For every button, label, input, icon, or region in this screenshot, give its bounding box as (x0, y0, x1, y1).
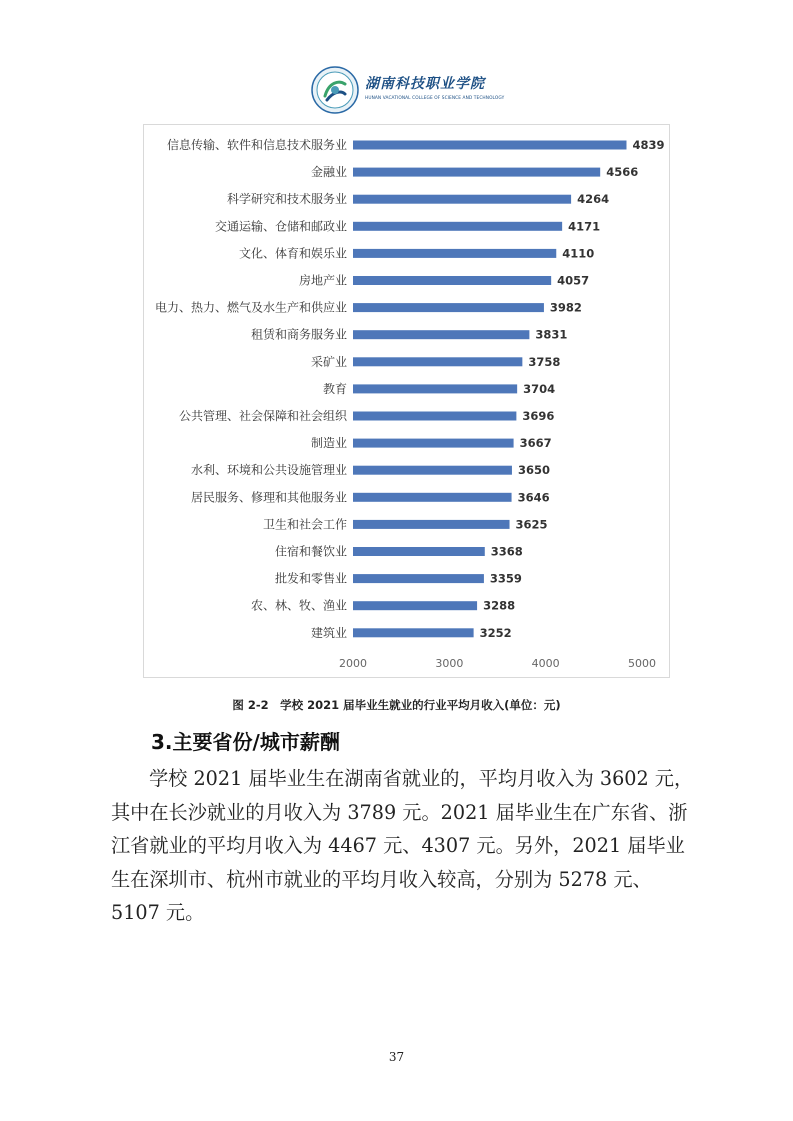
bar-value-label: 3646 (517, 490, 550, 505)
bar-value-label: 3667 (519, 436, 552, 451)
category-label: 金融业 (310, 165, 347, 180)
bar-value-label: 3359 (489, 571, 522, 586)
bar (353, 466, 512, 475)
category-label: 建筑业 (310, 625, 347, 640)
bar-value-label: 3252 (479, 625, 512, 640)
category-label: 农、林、牧、渔业 (250, 598, 347, 613)
school-name-cn: 湖南科技职业学院 (365, 76, 485, 92)
industry-income-chart (143, 124, 670, 678)
school-emblem-icon (311, 66, 359, 114)
chart-canvas (144, 125, 671, 679)
bar (353, 601, 477, 610)
bar (353, 249, 556, 258)
bar (353, 222, 562, 231)
x-tick-label: 3000 (435, 657, 464, 670)
bar-value-label: 4171 (568, 219, 601, 234)
category-label: 电力、热力、燃气及水生产和供应业 (154, 300, 347, 315)
category-label: 信息传输、软件和信息技术服务业 (166, 138, 347, 152)
bar (353, 357, 522, 366)
bar (353, 520, 510, 529)
bar (353, 493, 512, 502)
bar-value-label: 3758 (528, 354, 561, 369)
category-label: 卫生和社会工作 (262, 517, 347, 532)
x-tick-label: 5000 (628, 657, 656, 670)
section-heading: 3.主要省份/城市薪酬 (151, 730, 340, 754)
bar (353, 195, 571, 204)
category-label: 文化、体育和娱乐业 (238, 246, 347, 261)
bar-value-label: 4839 (632, 138, 665, 152)
bar-value-label: 3704 (523, 381, 556, 396)
bar-value-label: 4057 (557, 273, 590, 288)
bar (353, 628, 474, 637)
school-name-en: HUNAN VACATIONAL COLLEGE OF SCIENCE AND TECHNOLOGY (365, 96, 505, 101)
bar (353, 439, 514, 448)
bar (353, 574, 484, 583)
bar-value-label: 3288 (483, 598, 516, 613)
section-paragraph: 学校 2021 届毕业生在湖南省就业的，平均月收入为 3602 元，其中在长沙就业的月收入为 3789 元。2021 届毕业生在广东省、浙江省就业的平均月收入为 4467 元、4307 元。另外，2021 届毕业生在深圳市、杭州市就业的平均月收入较高，分别为 5278 元、5107 元。 (111, 767, 694, 924)
category-label: 公共管理、社会保障和社会组织 (178, 409, 347, 423)
category-label: 房地产业 (298, 273, 347, 288)
bar (353, 276, 551, 285)
school-logo (307, 62, 505, 120)
bar (353, 303, 544, 312)
bar-value-label: 4264 (577, 192, 610, 207)
x-tick-label: 2000 (339, 657, 367, 670)
bar-value-label: 3650 (517, 463, 550, 478)
bar-value-label: 3982 (549, 300, 582, 315)
figure-caption: 图 2-2 学校 2021 届毕业生就业的行业平均月收入(单位：元) (232, 698, 561, 712)
bar-value-label: 3368 (490, 544, 523, 559)
category-label: 批发和零售业 (274, 571, 347, 586)
category-label: 居民服务、修理和其他服务业 (190, 490, 347, 505)
bar-value-label: 3831 (535, 327, 568, 342)
x-tick-label: 4000 (531, 657, 560, 670)
bar (353, 384, 517, 393)
category-label: 教育 (322, 381, 347, 396)
bar (353, 412, 516, 421)
bar (353, 547, 485, 556)
bar-value-label: 4566 (606, 165, 639, 180)
category-label: 科学研究和技术服务业 (226, 192, 347, 207)
bar (353, 330, 529, 339)
bar-value-label: 4110 (562, 246, 595, 261)
bar (353, 168, 600, 177)
page-number: 37 (388, 1050, 405, 1064)
category-label: 租赁和商务服务业 (250, 327, 347, 342)
bar-value-label: 3625 (515, 517, 548, 532)
bar (353, 141, 626, 150)
category-label: 交通运输、仓储和邮政业 (214, 219, 347, 234)
bar-value-label: 3696 (522, 409, 555, 423)
category-label: 水利、环境和公共设施管理业 (190, 463, 347, 478)
category-label: 制造业 (310, 436, 347, 451)
category-label: 采矿业 (310, 354, 347, 369)
category-label: 住宿和餐饮业 (274, 544, 347, 559)
